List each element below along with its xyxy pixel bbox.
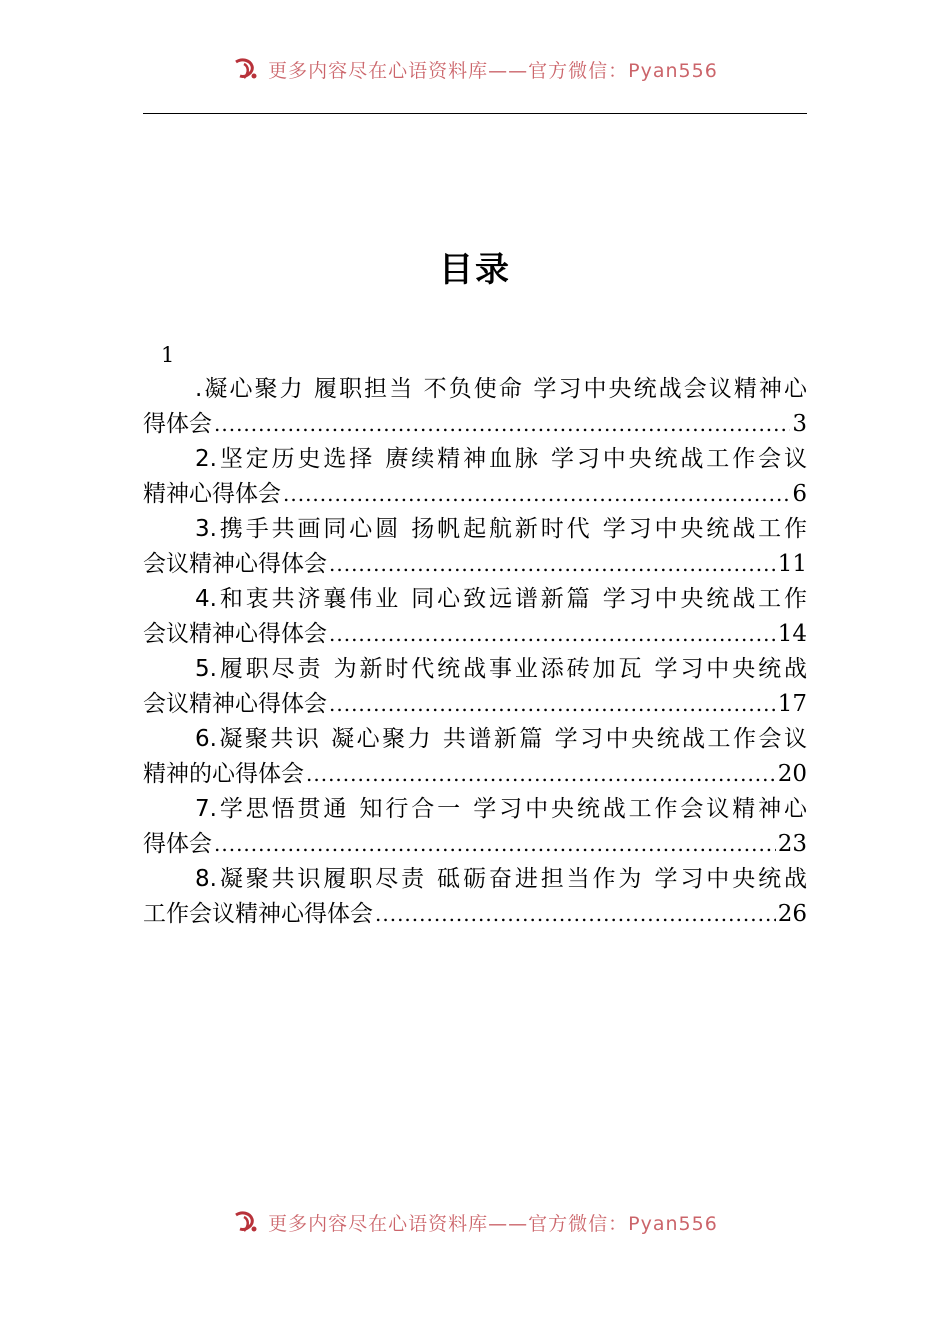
toc-entry-title: 5.履职尽责 为新时代统战事业添砖加瓦 学习中央统战 <box>195 656 807 682</box>
watermark-text: 更多内容尽在心语资料库——官方微信：Pyan556 <box>268 1212 718 1235</box>
header-rule <box>143 113 807 114</box>
toc-entry[interactable] <box>143 512 807 582</box>
toc-entry-title-continued: 精神心得体会 <box>143 481 281 507</box>
toc-entry-title: 8.凝聚共识履职尽责 砥砺奋进担当作为 学习中央统战 <box>195 866 807 892</box>
toc-entry-title-continued: 得体会 <box>143 411 212 437</box>
toc-dot-leader <box>329 547 776 582</box>
toc-entry-title: 4.和衷共济襄伟业 同心致远谱新篇 学习中央统战工作 <box>195 586 807 612</box>
toc-entry[interactable] <box>143 372 807 442</box>
toc-entry-title-continued: 会议精神心得体会 <box>143 551 327 577</box>
toc-entry-title: 6.凝聚共识 凝心聚力 共谱新篇 学习中央统战工作会议 <box>195 726 807 752</box>
toc-entry-title-continued: 会议精神心得体会 <box>143 621 327 647</box>
watermark-text: 更多内容尽在心语资料库——官方微信：Pyan556 <box>268 59 718 82</box>
toc-page-number: 20 <box>777 761 807 787</box>
toc-dot-leader <box>375 897 776 932</box>
toc-entry-title-continued: 精神的心得体会 <box>143 761 304 787</box>
toc-entry-title-continued: 会议精神心得体会 <box>143 691 327 717</box>
toc-page-number: 17 <box>777 691 807 717</box>
toc-page-number: 26 <box>777 901 807 927</box>
toc-entry[interactable] <box>143 582 807 652</box>
toc-entry[interactable] <box>143 442 807 512</box>
toc-dot-leader <box>329 687 776 722</box>
toc-dot-leader <box>329 617 776 652</box>
footer-watermark <box>0 1208 950 1236</box>
toc-page-number: 14 <box>777 621 807 647</box>
toc-page-number: 23 <box>777 831 807 857</box>
toc-dot-leader <box>214 827 776 862</box>
page-title: 目录 <box>439 250 511 290</box>
watermark-logo-icon <box>232 1209 260 1235</box>
header-watermark <box>0 56 950 82</box>
toc-entry-title: .凝心聚力 履职担当 不负使命 学习中央统战会议精神心 <box>195 376 807 402</box>
toc-dot-leader <box>283 477 790 512</box>
toc-dot-leader <box>214 407 790 442</box>
toc-entry[interactable] <box>143 792 807 862</box>
toc-dot-leader <box>306 757 776 792</box>
toc-entry[interactable] <box>143 722 807 792</box>
toc-entry-title-continued: 得体会 <box>143 831 212 857</box>
toc-entry-title: 3.携手共画同心圆 扬帆起航新时代 学习中央统战工作 <box>195 516 807 542</box>
toc-entry[interactable] <box>143 652 807 722</box>
toc-page-number: 3 <box>792 411 807 437</box>
table-of-contents <box>143 338 807 932</box>
toc-entry-title-continued: 工作会议精神心得体会 <box>143 901 373 927</box>
toc-entry-title: 7.学思悟贯通 知行合一 学习中央统战工作会议精神心 <box>195 796 807 822</box>
toc-page-number: 11 <box>777 551 807 577</box>
toc-orphan-number: 1 <box>161 343 175 367</box>
watermark-logo-icon <box>232 56 260 82</box>
toc-entry[interactable] <box>143 862 807 932</box>
toc-page-number: 6 <box>792 481 807 507</box>
toc-entry-title: 2.坚定历史选择 赓续精神血脉 学习中央统战工作会议 <box>195 446 807 472</box>
